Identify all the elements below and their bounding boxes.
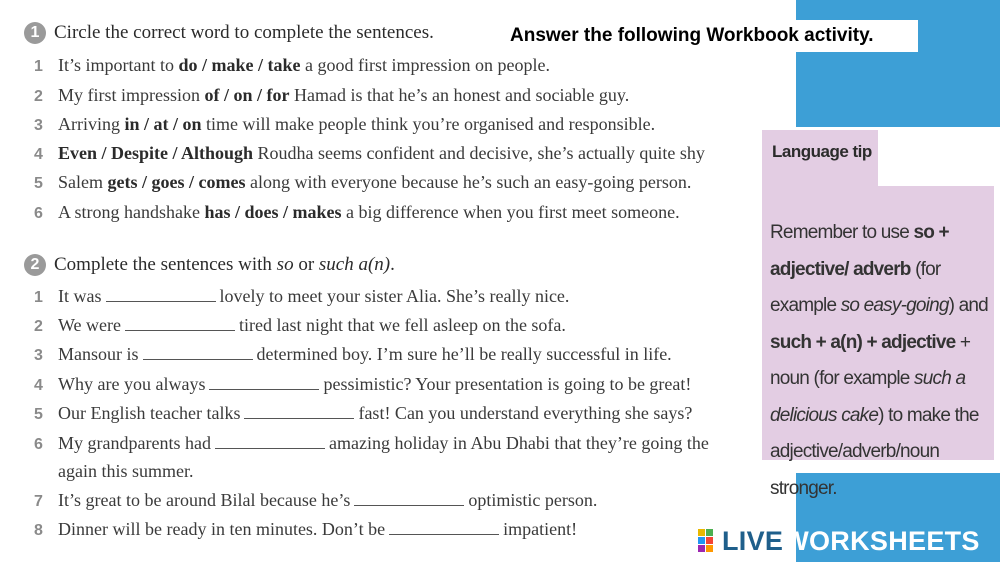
answer-blank[interactable] <box>209 377 319 390</box>
item-text-pre: Salem <box>58 172 108 192</box>
word-options[interactable]: gets / goes / comes <box>107 172 246 192</box>
answer-blank[interactable] <box>215 436 325 449</box>
item-number: 2 <box>34 318 43 335</box>
item-text-pre: Mansour is <box>58 344 139 364</box>
language-tip-text <box>770 215 992 507</box>
fill-item-7 <box>34 490 597 511</box>
item-number: 5 <box>34 406 43 423</box>
section-1-heading <box>24 22 434 44</box>
item-text-post: a big difference when you first meet someone. <box>341 202 680 222</box>
heading-such: such a(n) <box>318 254 391 275</box>
heading-part: . <box>390 254 395 275</box>
fill-item-1 <box>34 286 569 307</box>
item-text-post: pessimistic? Your presentation is going to be great! <box>323 374 692 394</box>
answer-blank[interactable] <box>389 522 499 535</box>
answer-blank[interactable] <box>143 347 253 360</box>
answer-blank[interactable] <box>244 406 354 419</box>
instruction-banner: Answer the following Workbook activity. <box>504 20 918 52</box>
item-text-post: a good first impression on people. <box>300 55 550 75</box>
word-options[interactable]: has / does / makes <box>204 202 342 222</box>
section-number-badge: 1 <box>24 22 46 44</box>
item-number: 6 <box>34 436 43 453</box>
item-text-pre: A strong handshake <box>58 202 205 222</box>
item-number: 1 <box>34 58 43 75</box>
circle-item-1 <box>34 55 550 76</box>
fill-item-6 <box>34 433 709 454</box>
logo-live: LIVE <box>722 525 784 556</box>
answer-blank[interactable] <box>354 493 464 506</box>
item-number: 4 <box>34 146 43 163</box>
item-text-post: impatient! <box>503 519 578 539</box>
item-number: 3 <box>34 347 43 364</box>
item-text-pre: It was <box>58 286 102 306</box>
tip-text-part: + noun (for example <box>770 331 971 389</box>
heading-so: so <box>276 254 294 275</box>
item-text-pre: Why are you always <box>58 374 206 394</box>
item-number: 3 <box>34 117 43 134</box>
language-tip-title: Language tip <box>772 142 872 161</box>
item-text-pre: My first impression <box>58 85 205 105</box>
fill-item-3 <box>34 344 672 365</box>
fill-item-4 <box>34 374 691 395</box>
logo-worksheets: WORKSHEETS <box>783 525 980 556</box>
word-options[interactable]: of / on / for <box>204 85 290 105</box>
tip-text-part: ) to make the adjective/adverb/noun stronger. <box>770 404 979 499</box>
circle-item-6 <box>34 202 680 223</box>
answer-blank[interactable] <box>125 318 235 331</box>
word-options[interactable]: in / at / on <box>124 114 202 134</box>
answer-blank[interactable] <box>106 289 216 302</box>
section-heading-text: Circle the correct word to complete the sentences. <box>54 22 434 43</box>
item-text-pre: It’s important to <box>58 55 179 75</box>
item-number: 8 <box>34 522 43 539</box>
fill-item-5 <box>34 403 692 424</box>
word-options[interactable]: Even / Despite / Although <box>58 143 254 163</box>
fill-item-8 <box>34 519 577 540</box>
item-text-pre: Arriving <box>58 114 125 134</box>
heading-part: or <box>293 254 319 275</box>
item-number: 7 <box>34 493 43 510</box>
item-text-post: fast! Can you understand everything she says? <box>358 403 693 423</box>
tip-italic: such a delicious cake <box>770 368 966 426</box>
tip-text-part: Remember to use <box>770 222 914 243</box>
item-number: 6 <box>34 205 43 222</box>
item-text-pre: My grandparents had <box>58 433 211 453</box>
tip-italic: so easy-going <box>840 295 949 316</box>
section-2-heading <box>24 254 395 276</box>
item-text-post: lovely to meet your sister Alia. She’s really nice. <box>219 286 570 306</box>
tip-bold: so + adjective/ adverb <box>770 222 949 280</box>
item-text-pre: It’s great to be around Bilal because he’s <box>58 490 351 510</box>
circle-item-2 <box>34 85 629 106</box>
item-text-post: Roudha seems confident and decisive, she’s actually quite shy <box>253 143 705 163</box>
item-text-pre: We were <box>58 315 122 335</box>
word-options[interactable]: do / make / take <box>178 55 301 75</box>
tip-bold: such + a(n) + adjective <box>770 331 956 353</box>
item-text-post: Hamad is that he’s an honest and sociable guy. <box>289 85 630 105</box>
item-text-pre: Dinner will be ready in ten minutes. Don’t be <box>58 519 386 539</box>
item-text-post: time will make people think you’re organised and responsible. <box>201 114 656 134</box>
logo-text <box>722 526 980 557</box>
item-text-post: optimistic person. <box>468 490 598 510</box>
circle-item-4 <box>34 143 705 164</box>
item-number: 4 <box>34 377 43 394</box>
item-text-post: amazing holiday in Abu Dhabi that they’re going the <box>328 433 709 453</box>
tip-text-part: (for example <box>770 258 941 316</box>
item-text-post: tired last night that we fell asleep on the sofa. <box>239 315 566 335</box>
circle-item-3 <box>34 114 655 135</box>
item-number: 1 <box>34 289 43 306</box>
heading-part: Complete the sentences with <box>54 254 277 275</box>
item-number: 5 <box>34 175 43 192</box>
item-text-post: determined boy. I’m sure he’ll be really successful in life. <box>256 344 672 364</box>
circle-item-5 <box>34 172 691 193</box>
item-text-pre: Our English teacher talks <box>58 403 241 423</box>
liveworksheets-logo <box>698 526 980 556</box>
section-number-badge: 2 <box>24 254 46 276</box>
item-number: 2 <box>34 88 43 105</box>
item-text-post: along with everyone because he’s such an easy-going person. <box>245 172 692 192</box>
tip-text-part: ) and <box>948 295 988 316</box>
fill-item-continuation: again this summer. <box>58 461 194 481</box>
logo-squares-icon <box>698 529 722 553</box>
fill-item-2 <box>34 315 566 336</box>
